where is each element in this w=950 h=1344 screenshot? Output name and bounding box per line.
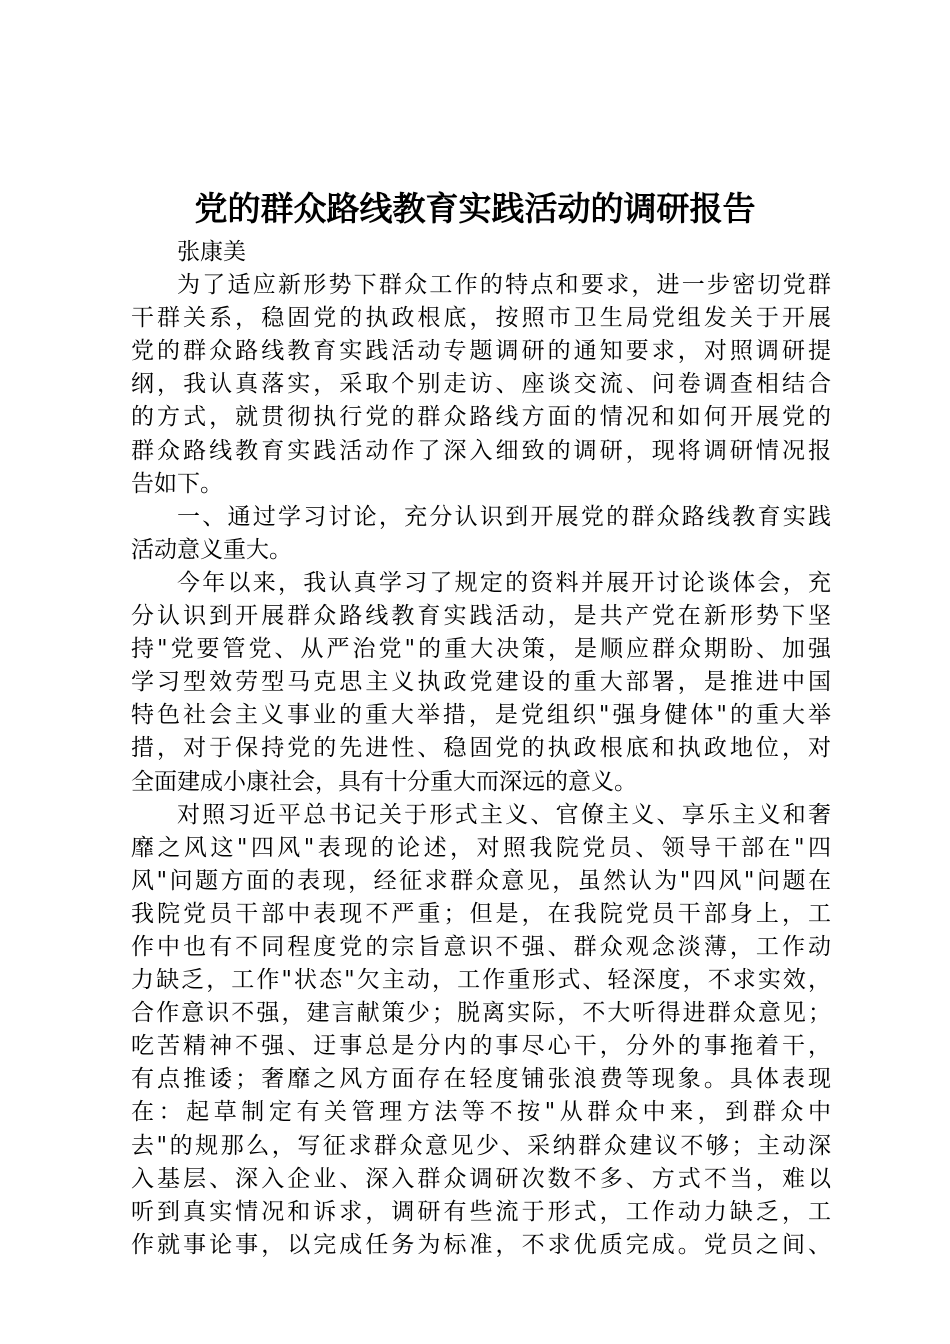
text-line: 合作意识不强，建言献策少；脱离实际，不大听得进群众意见； (131, 1000, 831, 1027)
text-line: 纲，我认真落实，采取个别走访、座谈交流、问卷调查相结合 (131, 371, 831, 398)
document-body (131, 236, 831, 1262)
text-line: 在：起草制定有关管理方法等不按"从群众中来，到群众中 (131, 1099, 831, 1126)
text-line: 全面建成小康社会，具有十分重大而深远的意义。 (131, 768, 637, 795)
text-line: 措，对于保持党的先进性、稳固党的执政根底和执政地位，对 (131, 735, 831, 762)
text-line: 听到真实情况和诉求，调研有些流于形式，工作动力缺乏，工 (131, 1198, 831, 1225)
text-line: 去"的规那么，写征求群众意见少、采纳群众建议不够；主动深 (131, 1132, 831, 1159)
text-line: 群众路线教育实践活动作了深入细致的调研，现将调研情况报 (131, 437, 831, 464)
author-name: 张康美 (177, 239, 246, 265)
text-line: 学习型效劳型马克思主义执政党建设的重大部署，是推进中国 (131, 669, 831, 696)
text-line: 靡之风这"四风"表现的论述，对照我院党员、领导干部在"四 (131, 834, 831, 861)
text-line: 党的群众路线教育实践活动专题调研的通知要求，对照调研提 (131, 338, 831, 365)
text-line: 风"问题方面的表现，经征求群众意见，虽然认为"四风"问题在 (131, 867, 831, 894)
text-line: 干群关系，稳固党的执政根底，按照市卫生局党组发关于开展 (131, 305, 831, 332)
text-line: 今年以来，我认真学习了规定的资料并展开讨论谈体会，充 (177, 569, 831, 596)
paragraph-lines (131, 269, 831, 1262)
text-line: 为了适应新形势下群众工作的特点和要求，进一步密切党群 (177, 272, 831, 299)
text-line: 我院党员干部中表现不严重；但是，在我院党员干部身上，工 (131, 900, 831, 927)
text-line: 力缺乏，工作"状态"欠主动，工作重形式、轻深度，不求实效， (131, 967, 831, 994)
document-title: 党的群众路线教育实践活动的调研报告 (194, 189, 756, 228)
text-line: 对照习近平总书记关于形式主义、官僚主义、享乐主义和奢 (177, 801, 831, 828)
text-line: 特色社会主义事业的重大举措，是党组织"强身健体"的重大举 (131, 702, 831, 729)
text-line: 有点推诿；奢靡之风方面存在轻度铺张浪费等现象。具体表现 (131, 1066, 831, 1093)
text-line: 活动意义重大。 (131, 536, 292, 563)
text-line: 入基层、深入企业、深入群众调研次数不多、方式不当，难以 (131, 1165, 831, 1192)
text-line: 分认识到开展群众路线教育实践活动，是共产党在新形势下坚 (131, 603, 831, 630)
text-line: 作中也有不同程度党的宗旨意识不强、群众观念淡薄，工作动 (131, 933, 831, 960)
text-line: 作就事论事，以完成任务为标准，不求优质完成。党员之间、 (131, 1231, 831, 1258)
text-line: 一、通过学习讨论，充分认识到开展党的群众路线教育实践 (177, 503, 831, 530)
text-line: 吃苦精神不强、迂事总是分内的事尽心干，分外的事拖着干， (131, 1033, 831, 1060)
text-line: 的方式，就贯彻执行党的群众路线方面的情况和如何开展党的 (131, 404, 831, 431)
text-line: 持"党要管党、从严治党"的重大决策，是顺应群众期盼、加强 (131, 636, 831, 663)
text-line: 告如下。 (131, 470, 223, 497)
